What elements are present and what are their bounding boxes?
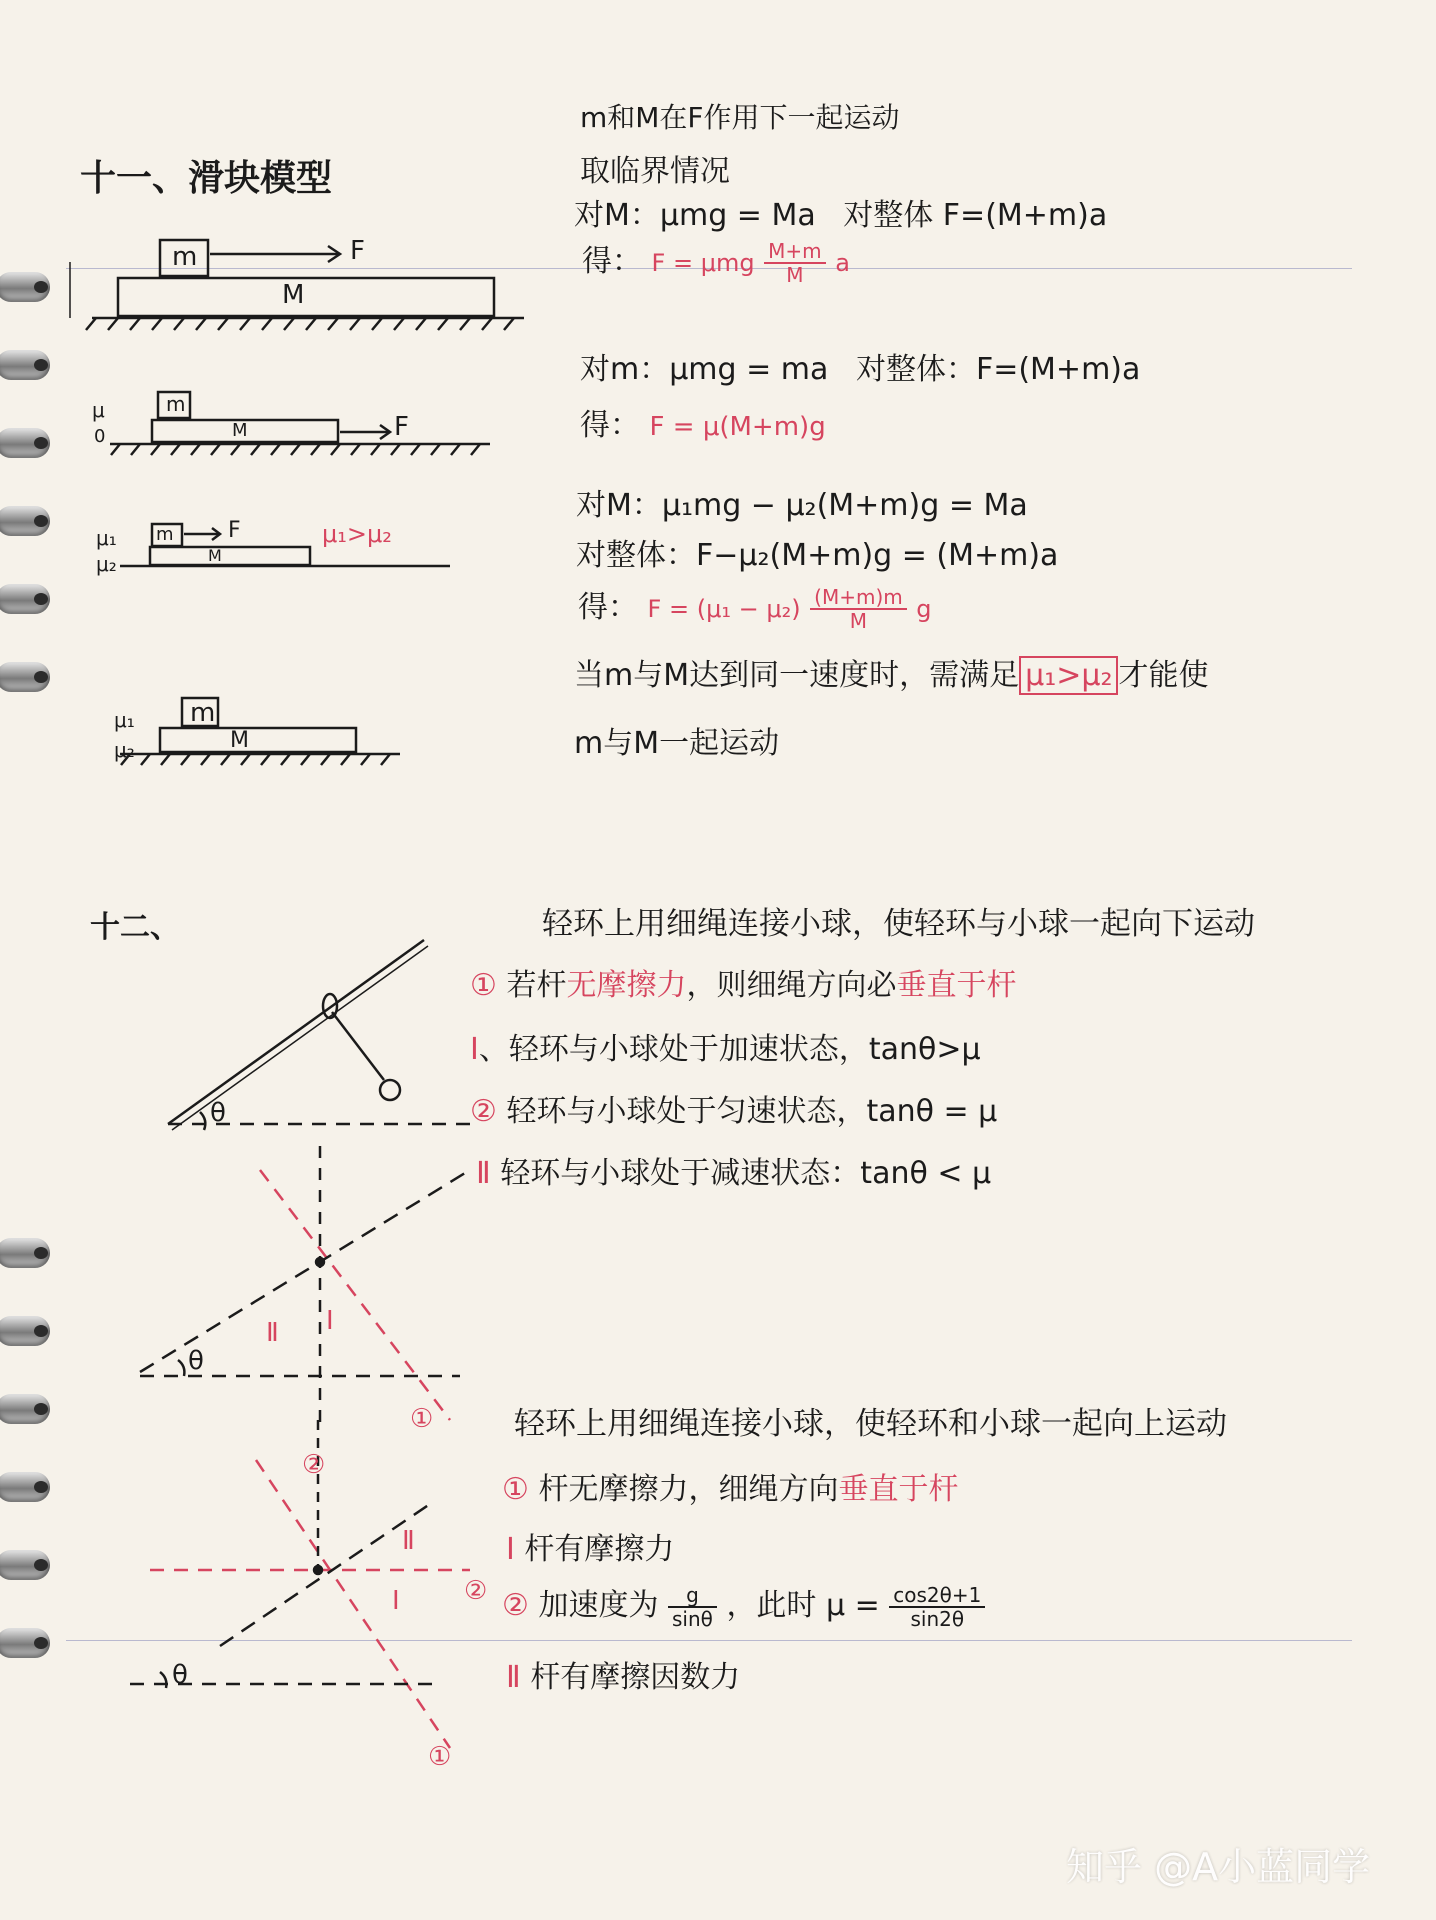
region-I-bottom: Ⅰ bbox=[392, 1586, 400, 1616]
part2-mu-fraction bbox=[889, 1584, 985, 1630]
region-II-bottom: Ⅱ bbox=[402, 1526, 415, 1556]
theta-arc-top bbox=[200, 1112, 205, 1130]
case1-eq-whole: 对整体 F=(M+m)a bbox=[843, 198, 1108, 233]
fig4-label-mu1: μ₁ bbox=[114, 708, 135, 732]
dashed-incline-lower bbox=[140, 1170, 470, 1372]
line1-label-mid: ① bbox=[410, 1404, 434, 1434]
part2-item1 bbox=[502, 1464, 958, 1508]
part2-item1-a: 杆无摩擦力，细绳方向 bbox=[538, 1472, 839, 1507]
part2-mu-den: sin2θ bbox=[910, 1606, 965, 1631]
part1-item1 bbox=[470, 960, 1016, 1004]
case2-result-formula: F = μ(M+m)g bbox=[649, 412, 826, 442]
case2-eq-whole: 对整体：F=(M+m)a bbox=[855, 352, 1141, 387]
case3-result bbox=[578, 582, 932, 632]
fig3-large-board bbox=[150, 547, 310, 565]
theta-label-mid: θ bbox=[188, 1346, 204, 1376]
case1-result bbox=[582, 236, 850, 286]
part1-item1-num: ① bbox=[470, 968, 497, 1003]
case1-frac-den: M bbox=[786, 262, 804, 287]
watermark: 知乎 @A小蓝同学 bbox=[1066, 1845, 1371, 1889]
pendulum-ball bbox=[380, 1080, 400, 1100]
incline-rod bbox=[168, 940, 424, 1124]
pendulum-string bbox=[332, 1012, 384, 1080]
part1-item4-num: Ⅱ bbox=[476, 1156, 491, 1191]
part1-item3 bbox=[470, 1086, 997, 1130]
case1-frac-num: M+m bbox=[764, 240, 826, 264]
case3-frac-num: (M+m)m bbox=[810, 586, 907, 610]
part1-item1-b: ，则细绳方向必 bbox=[686, 968, 897, 1003]
part1-item3-num: ② bbox=[470, 1094, 497, 1129]
case3-result-fraction bbox=[810, 586, 907, 632]
fig2-label-m: m bbox=[166, 392, 186, 416]
line2-label-bottom: ② bbox=[464, 1576, 488, 1606]
fig4-large-board bbox=[160, 728, 356, 752]
line1-label-bottom: ① bbox=[428, 1742, 452, 1772]
case2-result bbox=[580, 400, 826, 444]
part2-item3-a: 加速度为 bbox=[538, 1588, 659, 1623]
fig2-label-F: F bbox=[394, 412, 409, 442]
fig1-large-board bbox=[118, 278, 494, 316]
fig3-condition: μ₁>μ₂ bbox=[322, 520, 392, 548]
part2-accel-fraction bbox=[668, 1584, 717, 1630]
region-I-mid: Ⅰ bbox=[326, 1306, 334, 1336]
fig2-label-zero: 0 bbox=[94, 426, 106, 447]
case3-condition-line bbox=[574, 650, 1208, 694]
fig3-label-F: F bbox=[228, 518, 241, 543]
part1-item1-red2: 垂直于杆 bbox=[896, 968, 1017, 1003]
case2-eq-m: 对m：μmg = ma bbox=[580, 352, 829, 387]
fig2-label-mu: μ bbox=[92, 398, 105, 422]
theta-label-bottom: θ bbox=[172, 1660, 188, 1690]
part2-item4-text: 杆有摩擦因数力 bbox=[530, 1660, 741, 1695]
case2-line1 bbox=[580, 344, 1140, 388]
part2-item3-num: ② bbox=[502, 1588, 529, 1623]
part1-item4 bbox=[476, 1148, 991, 1192]
case1-result-prefix: 得： bbox=[582, 244, 642, 279]
part2-item1-num: ① bbox=[502, 1472, 529, 1507]
case1-line2: 取临界情况 bbox=[580, 154, 730, 189]
region-II-mid: Ⅱ bbox=[266, 1318, 279, 1348]
case1-eq-M: 对M：μmg = Ma bbox=[574, 198, 816, 233]
case1-line1: m和M在F作用下一起运动 bbox=[580, 101, 900, 134]
part1-item2-text: 、轻环与小球处于加速状态，tanθ>μ bbox=[478, 1032, 981, 1067]
fig3-label-mu1: μ₁ bbox=[96, 526, 117, 550]
part1-item1-red1: 无摩擦力 bbox=[566, 968, 687, 1003]
case1-result-formula: F = μmg bbox=[651, 249, 755, 277]
case3-conclusion: m与M一起运动 bbox=[574, 726, 780, 761]
fig4-label-mu2: μ₂ bbox=[114, 738, 135, 762]
part2-item3 bbox=[502, 1580, 985, 1630]
fig1-label-M: M bbox=[282, 280, 305, 310]
part2-item1-red: 垂直于杆 bbox=[838, 1472, 959, 1507]
theta-label-top: θ bbox=[210, 1098, 226, 1128]
fig4-label-M: M bbox=[230, 728, 249, 753]
fig3-label-m: m bbox=[156, 524, 174, 545]
part1-item3-text: 轻环与小球处于匀速状态，tanθ = μ bbox=[506, 1094, 998, 1129]
case3-line2: 对整体：F−μ₂(M+m)g = (M+m)a bbox=[576, 538, 1059, 573]
section12-title: 十二、 bbox=[90, 910, 180, 945]
part1-item2 bbox=[470, 1024, 981, 1068]
case2-result-prefix: 得： bbox=[580, 408, 640, 443]
part2-heading: 轻环上用细绳连接小球，使轻环和小球一起向上运动 bbox=[514, 1406, 1227, 1442]
case3-result-formula: F = (μ₁ − μ₂) bbox=[647, 595, 801, 623]
part2-accel-den: sinθ bbox=[672, 1606, 713, 1631]
part2-item2 bbox=[506, 1524, 674, 1568]
fig1-label-m: m bbox=[172, 242, 198, 272]
case3-result-prefix: 得： bbox=[578, 590, 638, 625]
fig3-label-M: M bbox=[208, 546, 222, 565]
part2-item2-num: Ⅰ bbox=[506, 1532, 515, 1567]
part1-heading: 轻环上用细绳连接小球，使轻环与小球一起向下运动 bbox=[542, 906, 1255, 942]
case1-result-fraction bbox=[764, 240, 826, 286]
case3-condition-box: μ₁>μ₂ bbox=[1019, 656, 1118, 695]
part2-accel-num: g bbox=[668, 1584, 717, 1608]
part1-item4-text: 轻环与小球处于减速状态：tanθ < μ bbox=[500, 1156, 992, 1191]
part2-item4 bbox=[506, 1652, 740, 1696]
case3-line1: 对M：μ₁mg − μ₂(M+m)g = Ma bbox=[576, 488, 1028, 523]
case3-condition-a: 当m与M达到同一速度时，需满足 bbox=[574, 658, 1020, 693]
case3-frac-den: M bbox=[849, 608, 868, 633]
part1-item1-a: 若杆 bbox=[506, 968, 567, 1003]
case3-result-tail: g bbox=[916, 595, 932, 623]
case3-condition-b: 才能使 bbox=[1118, 658, 1209, 693]
part2-item4-num: Ⅱ bbox=[506, 1660, 521, 1695]
fig2-label-M: M bbox=[232, 420, 248, 441]
fig1-label-F: F bbox=[350, 236, 365, 266]
part1-item2-num: Ⅰ bbox=[470, 1032, 479, 1067]
line2-label-mid: ② bbox=[302, 1450, 326, 1480]
part2-item3-b: ，此时 μ = bbox=[726, 1588, 880, 1623]
fig3-label-mu2: μ₂ bbox=[96, 552, 117, 576]
section11-title: 十一、滑块模型 bbox=[80, 158, 333, 199]
case1-result-tail: a bbox=[835, 249, 850, 277]
fig4-label-m: m bbox=[190, 698, 216, 728]
part2-mu-num: cos2θ+1 bbox=[889, 1584, 985, 1608]
part2-item2-text: 杆有摩擦力 bbox=[524, 1532, 675, 1567]
case1-line3 bbox=[574, 190, 1107, 234]
